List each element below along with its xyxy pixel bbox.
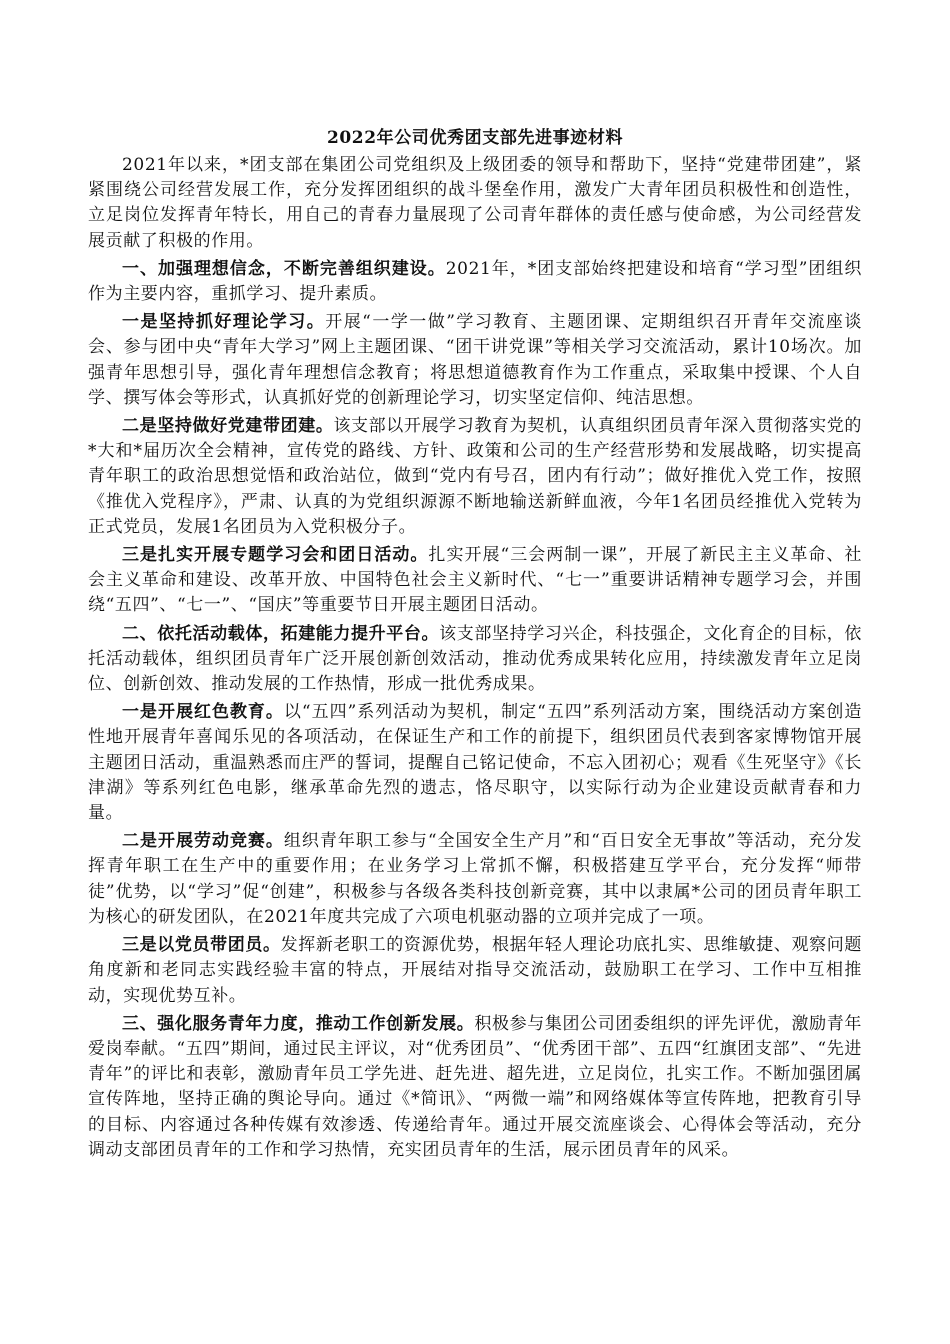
paragraph-item [88,543,862,619]
paragraph-section-2 [88,622,862,698]
paragraph-item [88,310,862,411]
section-heading: 一、加强理想信念，不断完善组织建设。 [122,258,446,279]
item-heading: 二是坚持做好党建带团建。 [122,416,334,437]
paragraph-item [88,829,862,930]
paragraph-text: 以“五四”系列活动为契机，制定“五四”系列活动方案，围绕活动方案创造性地开展青年喜闻乐见的各项活动，在保证生产和工作的前提下，组织团员代表到客家博物馆开展主题团日活动，重温熟悉而庄严的誓词，提醒自己铭记使命，不忘入团初心；观看《生死坚守》《长津湖》等系列红色电影，继承革命先烈的遗志，恪尽职守，以实际行动为企业建设贡献青春和力量。 [88,702,862,824]
paragraph-text: 该支部以开展学习教育为契机，认真组织团员青年深入贯彻落实党的*大和*届历次全会精神，宣传党的路线、方针、政策和公司的生产经营形势和发展战略，切实提高青年职工的政治思想觉悟和政治站位，做到“党内有号召，团内有行动”；做好推优入党工作，按照《推优入党程序》，严肃、认真的为党组织源源不断地输送新鲜血液，今年1名团员经推优入党转为正式党员，发展1名团员为入党积极分子。 [88,416,862,537]
document-title: 2022年公司优秀团支部先进事迹材料 [326,128,624,148]
item-heading: 一是坚持抓好理论学习。 [122,312,326,333]
paragraph-text: 2021年，*团支部始终把建设和培育“学习型”团组织作为主要内容，重抓学习、提升素质。 [88,258,862,305]
paragraph-section-3 [88,1012,862,1163]
item-heading: 三是扎实开展专题学习会和团日活动。 [122,545,429,566]
paragraph-text: 2021年以来，*团支部在集团公司党组织及上级团委的领导和帮助下，坚持“党建带团建”，紧紧围绕公司经营发展工作，充分发挥团组织的战斗堡垒作用，激发广大青年团员积极性和创造性，立足岗位发挥青年特长，用自己的青春力量展现了公司青年群体的责任感与使命感，为公司经营发展贡献了积极的作用。 [88,155,862,251]
paragraph-text: 积极参与集团公司团委组织的评先评优，激励青年爱岗奉献。“五四”期间，通过民主评议，对“优秀团员”、“优秀团干部”、五四“红旗团支部”、“先进青年”的评比和表彰，激励青年员工学先进、赶先进、超先进，立足岗位，扎实工作。不断加强团属宣传阵地，坚持正确的舆论导向。通过《*简讯》、“两微一端”和网络媒体等宣传阵地，把教育引导的目标、内容通过各种传媒有效渗透、传递给青年。通过开展交流座谈会、心得体会等活动，充分调动支部团员青年的工作和学习热情，充实团员青年的生活，展示团员青年的风采。 [88,1013,862,1160]
section-heading: 二、依托活动载体，拓建能力提升平台。 [122,623,440,644]
paragraph-text: 扎实开展“三会两制一课”，开展了新民主主义革命、社会主义革命和建设、改革开放、中国特色社会主义新时代、“七一”重要讲话精神专题学习会，并围绕“五四”、“七一”、“国庆”等重要节日开展主题团日活动。 [88,545,862,616]
paragraph-text: 组织青年职工参与“全国安全生产月”和“百日安全无事故”等活动，充分发挥青年职工在生产中的重要作用；在业务学习上常抓不懈，积极搭建互学平台，充分发挥“师带徒”优势，以“学习”促“创建”，积极参与各级各类科技创新竞赛，其中以隶属*公司的团员青年职工为核心的研发团队，在2021年度共完成了六项电机驱动器的立项并完成了一项。 [88,831,862,927]
paragraph-text: 开展“一学一做”学习教育、主题团课、定期组织召开青年交流座谈会、参与团中央“青年大学习”网上主题团课、“团干讲党课”等相关学习交流活动，累计10场次。加强青年思想引导，强化青年理想信念教育；将思想道德教育作为工作重点，采取集中授课、个人自学、撰写体会等形式，认真抓好党的创新理论学习，切实坚定信仰、纯洁思想。 [88,312,862,408]
item-heading: 三是以党员带团员。 [122,935,281,956]
paragraph-text: 该支部坚持学习兴企，科技强企，文化育企的目标，依托活动载体，组织团员青年广泛开展创新创效活动，推动优秀成果转化应用，持续激发青年立足岗位、创新创效、推动发展的工作热情，形成一批优秀成果。 [88,623,862,695]
document-page [88,124,862,1163]
paragraph-intro [88,153,862,254]
paragraph-text: 发挥新老职工的资源优势，根据年轻人理论功底扎实、思维敏捷、观察问题角度新和老同志实践经验丰富的特点，开展结对指导交流活动，鼓励职工在学习、工作中互相推动，实现优势互补。 [88,935,862,1006]
item-heading: 一是开展红色教育。 [122,702,284,723]
paragraph-item [88,414,862,540]
paragraph-section-1 [88,257,862,307]
paragraph-item [88,933,862,1009]
section-heading: 三、强化服务青年力度，推动工作创新发展。 [122,1013,475,1034]
paragraph-item [88,700,862,826]
item-heading: 二是开展劳动竞赛。 [122,831,284,852]
